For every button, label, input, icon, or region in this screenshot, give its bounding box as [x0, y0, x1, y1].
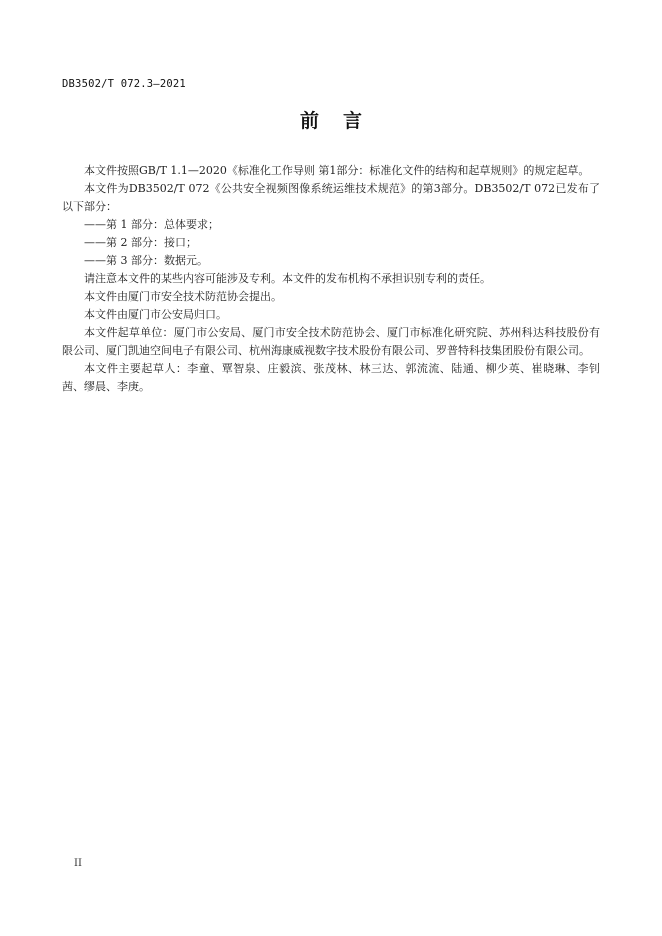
paragraph-centralized-by: 本文件由厦门市公安局归口。 [84, 308, 227, 321]
paragraph-drafting-rules: 本文件按照GB/T 1.1—2020《标准化工作导则 第1部分：标准化文件的结构和起草规则》的规定起草。 [84, 164, 590, 177]
paragraph-patent-notice: 请注意本文件的某些内容可能涉及专利。本文件的发布机构不承担识别专利的责任。 [84, 272, 491, 285]
list-item-part-3: ——第 3 部分：数据元。 [84, 254, 208, 267]
foreword-body [62, 162, 600, 396]
paragraph-drafting-units: 本文件起草单位：厦门市公安局、厦门市安全技术防范协会、厦门市标准化研究院、苏州科达科技股份有限公司、厦门凯迪空间电子有限公司、杭州海康威视数字技术股份有限公司、罗普特科技集团股份有限公司。 [62, 326, 600, 357]
paragraph-document-part: 本文件为DB3502/T 072《公共安全视频图像系统运维技术规范》的第3部分。DB3502/T 072已发布了以下部分： [62, 182, 600, 213]
paragraph-drafters: 本文件主要起草人：李童、覃智泉、庄毅滨、张茂林、林三达、郭流流、陆通、柳少英、崔晓琳、李钊茜、缪晨、李庚。 [62, 362, 600, 393]
page-title: 前言 [299, 110, 386, 132]
page-number: II [74, 858, 82, 869]
list-item-part-2: ——第 2 部分：接口； [84, 236, 197, 249]
list-item-part-1: ——第 1 部分：总体要求； [84, 218, 219, 231]
document-code: DB3502/T 072.3—2021 [62, 78, 186, 90]
paragraph-proposed-by: 本文件由厦门市安全技术防范协会提出。 [84, 290, 282, 303]
